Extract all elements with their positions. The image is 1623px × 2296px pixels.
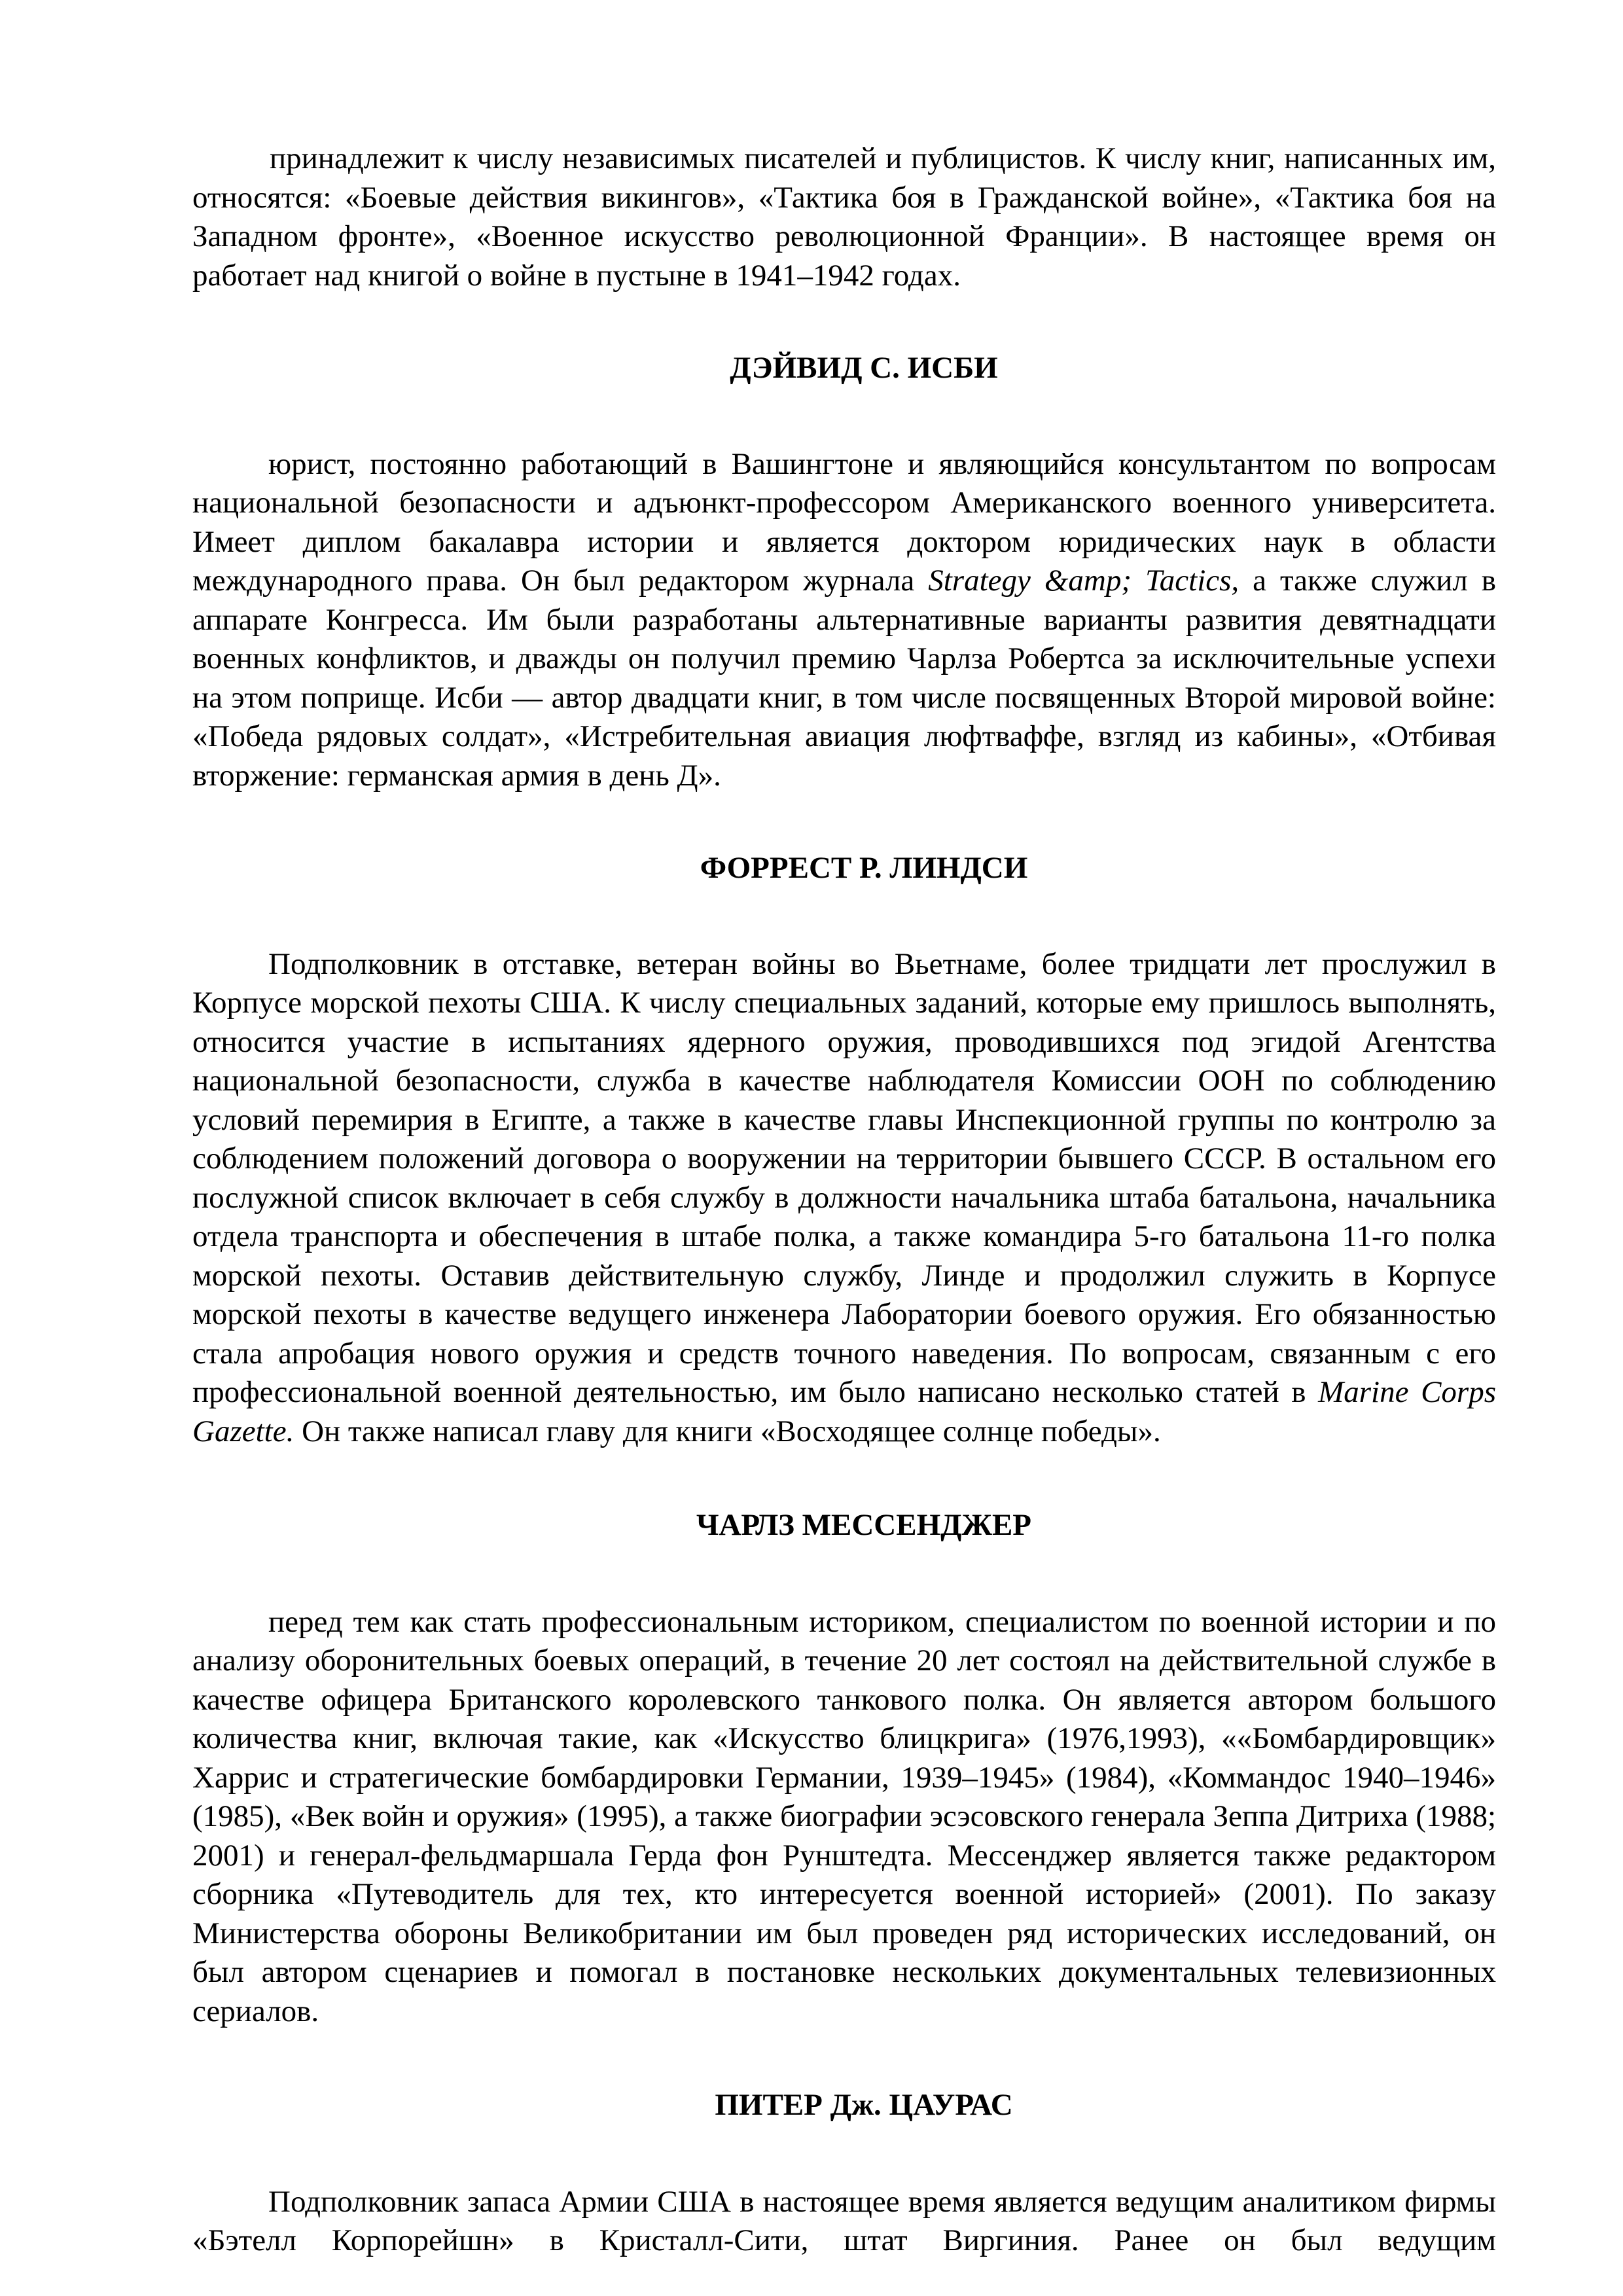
heading-messenger: ЧАРЛЗ МЕССЕНДЖЕР <box>696 1508 1032 1542</box>
isby-text-after: а также служил в аппарате Конгресса. Им были разработаны альтернативные варианты развития девятнадцати военных конфликтов, и дважды он получил премию Чарлза Робертса за исключительные успехи на этом поприще. Исби — автор двадцати книг, в том числе посвященных Второй мировой войне: «Победа рядовых солдат», «Истребительная авиация люфтваффе, взгляд из кабины», «Отбивая вторжение: германская армия в день Д». <box>192 564 1496 793</box>
lindsey-paragraph <box>192 945 1496 1452</box>
lindsey-text-after: Он также написал главу для книги «Восходящее солнце победы». <box>294 1414 1161 1448</box>
isby-text-before: юрист, постоянно работающий в Вашингтоне и являющийся консультантом по вопросам национальной безопасности и адъюнкт-профессором Американского военного университета. Имеет диплом бакалавра истории и является доктором юридических наук в области международного права. Он был редактором журнала <box>192 446 1496 598</box>
isby-journal-title: Strategy &amp; Tactics, <box>928 564 1240 598</box>
heading-tsouras: ПИТЕР Дж. ЦАУРАС <box>715 2088 1013 2122</box>
intro-paragraph: принадлежит к числу независимых писателей и публицистов. К числу книг, написанных им, относятся: «Боевые действия викингов», «Тактика боя в Гражданской войне», «Тактика боя на Западном фронте», «Военное искусство революционной Франции». В настоящее время он работает над книгой о войне в пустыне в 1941–1942 годах. <box>192 141 1496 293</box>
lindsey-text-before: Подполковник в отставке, ветеран войны во Вьетнаме, более тридцати лет прослужил в Корпусе морской пехоты США. К числу специальных заданий, которые ему пришлось выполнять, относится участие в испытаниях ядерного оружия, проводившихся под эгидой Агентства национальной безопасности, служба в качестве наблюдателя Комиссии ООН по соблюдению условий перемирия в Египте, а также в качестве главы Инспекционной группы по контролю за соблюдением положений договора о вооружении на территории бывшего СССР. В остальном его послужной список включает в себя службу в должности начальника штаба батальона, начальника отдела транспорта и обеспечения в штабе полка, а также командира 5-го батальона 11-го полка морской пехоты. Оставив действительную службу, Линде и продолжил служить в Корпусе морской пехоты в качестве ведущего инженера Лаборатории боевого оружия. Его обязанностью стала апробация нового оружия и средств точного наведения. По вопросам, связанным с его профессиональной военной деятельностью, им было написано несколько статей в <box>192 946 1496 1409</box>
lindsey-journal-title: Marine Corps Gazette. <box>192 1375 1497 1448</box>
tsouras-paragraph: Подполковник запаса Армии США в настоящее время является ведущим аналитиком фирмы «Бэтелл Корпорейшн» в Кристалл-Сити, штат Виргиния. Ранее он был ведущим <box>192 2184 1496 2257</box>
heading-isby: ДЭЙВИД С. ИСБИ <box>730 351 998 385</box>
document-page <box>192 139 1496 2261</box>
heading-lindsey: ФОРРЕСТ Р. ЛИНДСИ <box>700 851 1028 885</box>
isby-paragraph <box>192 445 1496 796</box>
messenger-paragraph: перед тем как стать профессиональным историком, специалистом по военной истории и по анализу оборонительных боевых операций, в течение 20 лет состоял на действительной службе в качестве офицера Британского королевского танкового полка. Он является автором большого количества книг, включая такие, как «Искусство блицкрига» (1976,1993), ««Бомбардировщик» Харрис и стратегические бомбардировки Германии, 1939–1945» (1984), «Коммандос 1940–1946» (1985), «Век войн и оружия» (1995), а также биографии эсэсовского генерала Зеппа Дитриха (1988; 2001) и генерал-фельдмаршала Герда фон Рунштедта. Мессенджер является также редактором сборника «Путеводитель для тех, кто интересуется военной историей» (2001). По заказу Министерства обороны Великобритании им был проведен ряд исторических исследований, он был автором сценариев и помогал в постановке нескольких документальных телевизионных сериалов. <box>192 1604 1496 2028</box>
